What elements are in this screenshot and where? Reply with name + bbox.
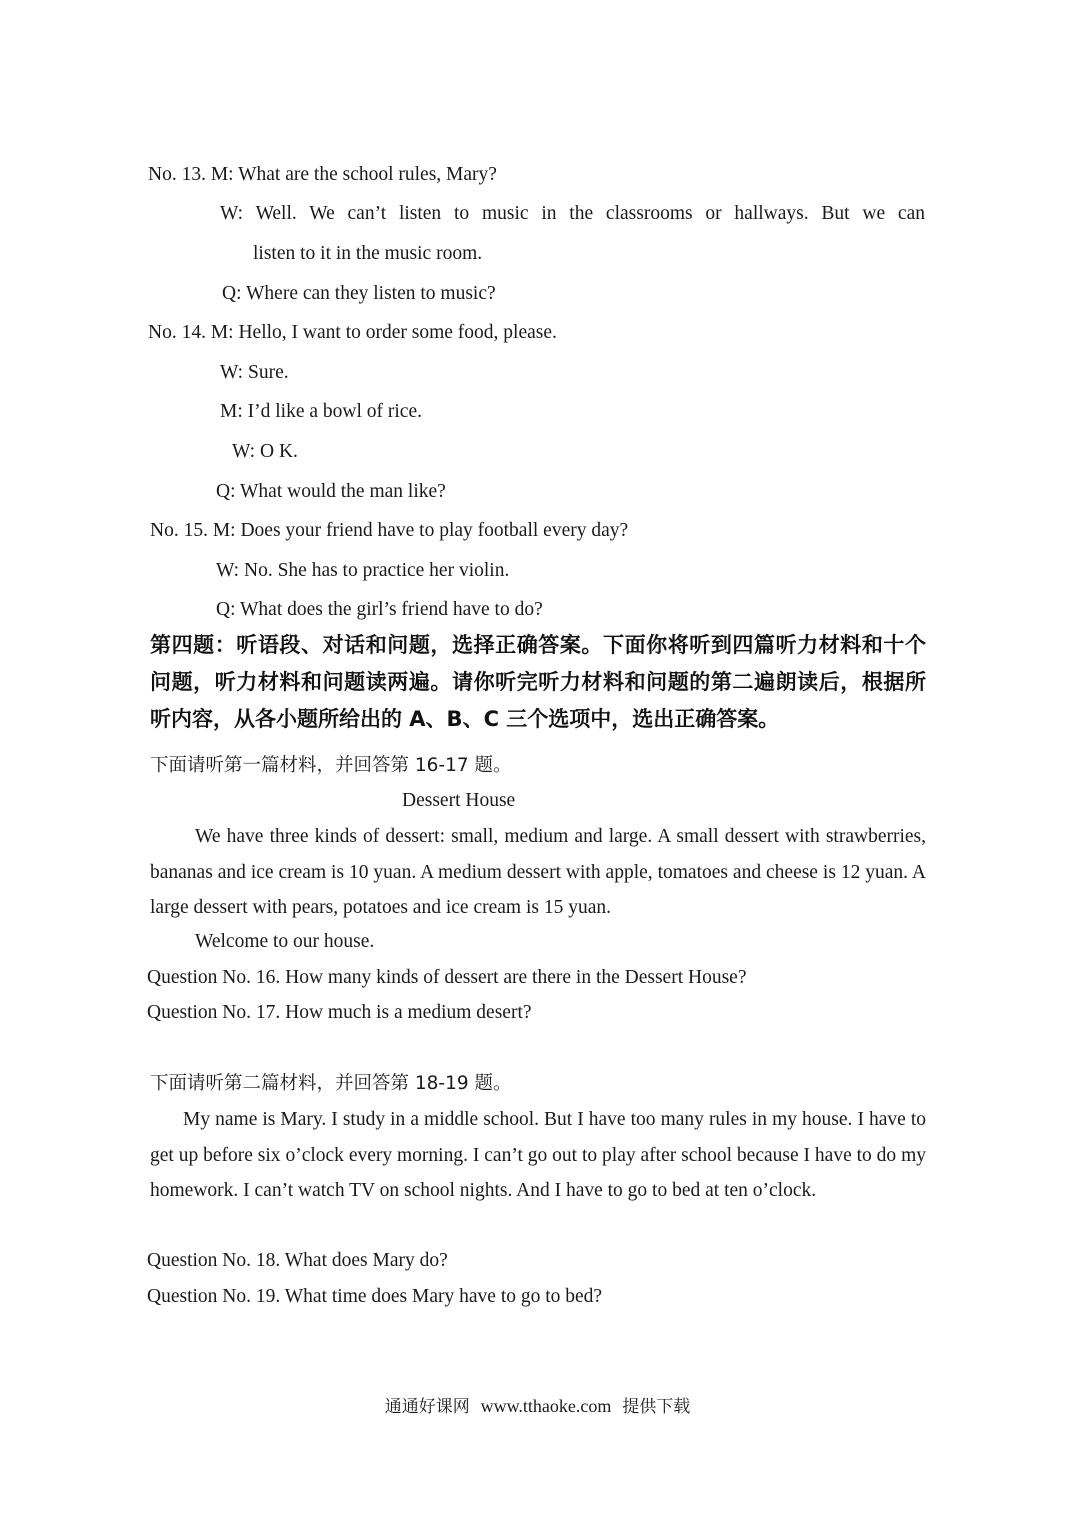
- dialogue-line: [150, 519, 628, 543]
- speaker-label: W:: [232, 441, 256, 462]
- footer-url[interactable]: www.tthaoke.com: [480, 1396, 612, 1416]
- speaker-label: No. 13. M:: [148, 164, 234, 185]
- utterance: What are the school rules, Mary?: [238, 164, 497, 185]
- utterance: I’d like a bowl of rice.: [247, 401, 422, 422]
- speaker-label: W:: [220, 203, 244, 224]
- passage-closing: Welcome to our house.: [195, 931, 375, 952]
- dialogue-line: [220, 202, 925, 226]
- dialogue-line: [222, 282, 496, 306]
- dialogue-line: [148, 163, 497, 187]
- dialogue-line: [220, 361, 289, 385]
- utterance: What does the girl’s friend have to do?: [240, 599, 543, 620]
- page-footer: [0, 1392, 1075, 1417]
- utterance: Where can they listen to music?: [246, 283, 496, 304]
- speaker-label: W:: [220, 362, 244, 383]
- passage-body: My name is Mary. I study in a middle school. But I have too many rules in my house. I have to get up before six o’clock every morning. I can’t go out to play after school because I have to do my homework. I can’t watch TV on school nights. And I have to go to bed at ten o’clock.: [150, 1109, 926, 1201]
- speaker-label: No. 15. M:: [150, 520, 236, 541]
- footer-site-name: 通通好课网: [384, 1397, 470, 1417]
- speaker-label: Q:: [216, 599, 236, 620]
- section-heading: 第四题：听语段、对话和问题，选择正确答案。下面你将听到四篇听力材料和十个问题，听力材料和问题读两遍。请你听完听力材料和问题的第二遍朗读后，根据所听内容，从各小题所给出的 A、B、C 三个选项中，选出正确答案。: [150, 633, 926, 731]
- utterance: What would the man like?: [240, 481, 446, 502]
- speaker-label: M:: [220, 401, 243, 422]
- utterance: Hello, I want to order some food, please.: [238, 322, 557, 343]
- utterance-continuation: listen to it in the music room.: [253, 243, 483, 264]
- dialogue-line: [216, 480, 446, 504]
- speaker-label: No. 14. M:: [148, 322, 234, 343]
- utterance: Sure.: [247, 362, 289, 383]
- speaker-label: W:: [216, 560, 240, 581]
- dialogue-line: [148, 321, 557, 345]
- speaker-label: Q:: [222, 283, 242, 304]
- dialogue-line: [216, 559, 509, 583]
- passage-intro: 下面请听第二篇材料，并回答第 18-19 题。: [150, 1073, 512, 1094]
- question-18: Question No. 18. What does Mary do?: [147, 1250, 448, 1271]
- question-17: Question No. 17. How much is a medium desert?: [147, 1002, 532, 1023]
- utterance: Does your friend have to play football every day?: [240, 520, 629, 541]
- dialogue-line: [216, 598, 543, 622]
- dialogue-line: [220, 400, 422, 424]
- utterance: Well. We can’t listen to music in the classrooms or hallways. But we can: [255, 203, 925, 224]
- passage-title: Dessert House: [402, 790, 516, 811]
- utterance: O K.: [259, 441, 298, 462]
- question-16: Question No. 16. How many kinds of dessert are there in the Dessert House?: [147, 967, 747, 988]
- passage-intro: 下面请听第一篇材料，并回答第 16-17 题。: [150, 755, 512, 776]
- speaker-label: Q:: [216, 481, 236, 502]
- question-19: Question No. 19. What time does Mary have to go to bed?: [147, 1286, 603, 1307]
- utterance: No. She has to practice her violin.: [243, 560, 510, 581]
- footer-suffix: 提供下载: [622, 1397, 691, 1417]
- passage-body: We have three kinds of dessert: small, medium and large. A small dessert with strawberries, bananas and ice cream is 10 yuan. A medium dessert with apple, tomatoes and cheese is 12 yuan. A large dessert with pears, potatoes and ice cream is 15 yuan.: [150, 826, 926, 918]
- dialogue-line: [232, 440, 298, 464]
